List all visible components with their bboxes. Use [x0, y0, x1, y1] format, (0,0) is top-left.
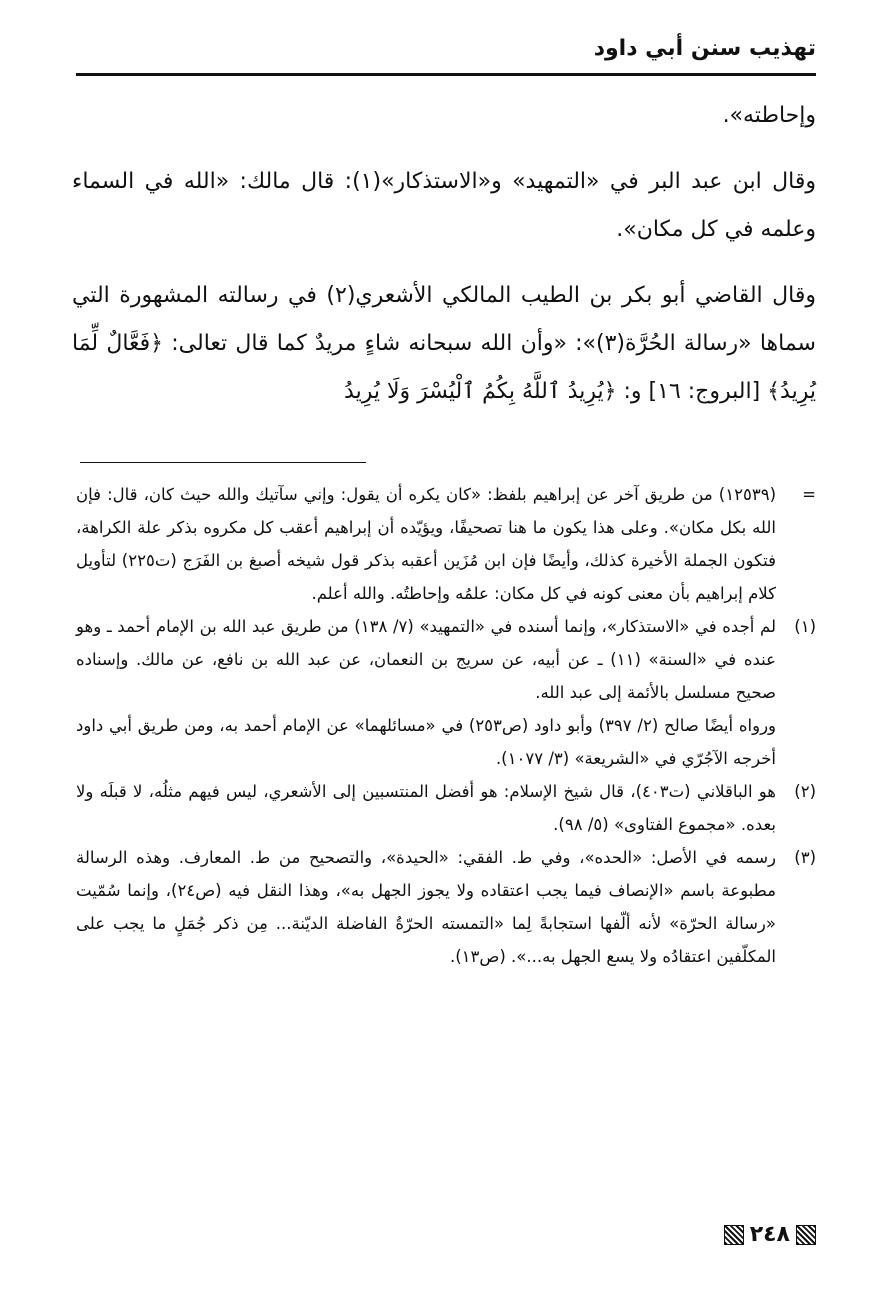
- footnote-continuation: [76, 478, 816, 610]
- footnote-separator: [80, 462, 366, 463]
- footnote-text: رسمه في الأصل: «الحده»، وفي ط. الفقي: «الحيدة»، والتصحيح من ط. المعارف. وهذه الرسالة مطبوعة باسم «الإنصاف فيما يجب اعتقاده ولا يجوز الجهل به»، وهذا النقل فيه (ص٢٤)، وإنما سُمّيت «رسالة الحرّة» لأنه ألّفها استجابةً لِما «التمسته الحرّةُ الفاضلة الديّنة... مِن ذكر جُمَلٍ ما يجب على المكلّفين اعتقادُه ولا يسع الجهل به...». (ص١٣).: [76, 848, 777, 966]
- paragraph-3: وقال القاضي أبو بكر بن الطيب المالكي الأشعري(٢) في رسالته المشهورة التي سماها «رسالة الحُرَّة(٣)»: «وأن الله سبحانه شاءٍ مريدٌ كما قال تعالى: ﴿فَعَّالٌ لِّمَا يُرِيدُ﴾ [البروج: ١٦] و: ﴿يُرِيدُ ٱللَّهُ بِكُمُ ٱلْيُسْرَ وَلَا يُرِيدُ: [72, 283, 816, 404]
- footnote-3: [76, 841, 816, 973]
- footnotes: [76, 478, 816, 973]
- footnote-2: [76, 775, 816, 841]
- footnote-mark: =: [802, 485, 816, 504]
- footnote-text: (١٢٥٣٩) من طريق آخر عن إبراهيم بلفظ: «كان يكره أن يقول: وإني سآتيك والله حيث كان، قال: فإن الله بكل مكان». وعلى هذا يكون ما هنا تصحيفًا، ويؤيّده أن إبراهيم أعقب كل مكروه بذكر علة الكراهة، فتكون الجملة الأخيرة كذلك، وأيضًا فإن ابن مُزَين أعقبه بذكر قول شيخه أصبغ بن الفَرَج (ت٢٢٥) لتأويل كلام إبراهيم بأن معنى كونه في كل مكان: علمُه وإحاطتُه. والله أعلم.: [76, 485, 776, 603]
- footnote-text: هو الباقلاني (ت٤٠٣)، قال شيخ الإسلام: هو أفضل المنتسبين إلى الأشعري، ليس فيهم مثلُه، لا قبلَه ولا بعده. «مجموع الفتاوى» (٥/ ٩٨).: [76, 782, 776, 834]
- paragraph-1: وإحاطته».: [722, 103, 816, 128]
- footnote-mark: (١): [794, 617, 816, 636]
- footnote-mark: (٣): [794, 848, 816, 867]
- paragraph-2: وقال ابن عبد البر في «التمهيد» و«الاستذكار»(١): قال مالك: «الله في السماء وعلمه في كل مكان».: [72, 169, 816, 242]
- footnote-1: [76, 610, 816, 775]
- header-rule: [76, 73, 816, 76]
- book-title: تهذيب سنن أبي داود: [593, 36, 816, 61]
- running-header: [76, 30, 816, 76]
- footnote-text: لم أجده في «الاستذكار»، وإنما أسنده في «التمهيد» (٧/ ١٣٨) من طريق عبد الله بن الإمام أحمد ـ وهو عنده في «السنة» (١١) ـ عن أبيه، عن سريج بن النعمان، عن عبد الله بن نافع، عن مالك. وإسناده صحيح مسلسل بالأئمة إلى عبد الله.: [76, 617, 776, 702]
- footnote-text-2: ورواه أيضًا صالح (٢/ ٣٩٧) وأبو داود (ص٢٥٣) في «مسائلهما» عن الإمام أحمد به، ومن طريق أبي داود أخرجه الآجُرّي في «الشريعة» (٣/ ١٠٧٧).: [76, 716, 777, 768]
- footnote-mark: (٢): [794, 782, 816, 801]
- main-text: [72, 92, 816, 434]
- page-number: [724, 1222, 816, 1247]
- ornament-icon: [796, 1225, 816, 1245]
- page-number-text: ٢٤٨: [749, 1222, 790, 1247]
- ornament-icon: [724, 1225, 744, 1245]
